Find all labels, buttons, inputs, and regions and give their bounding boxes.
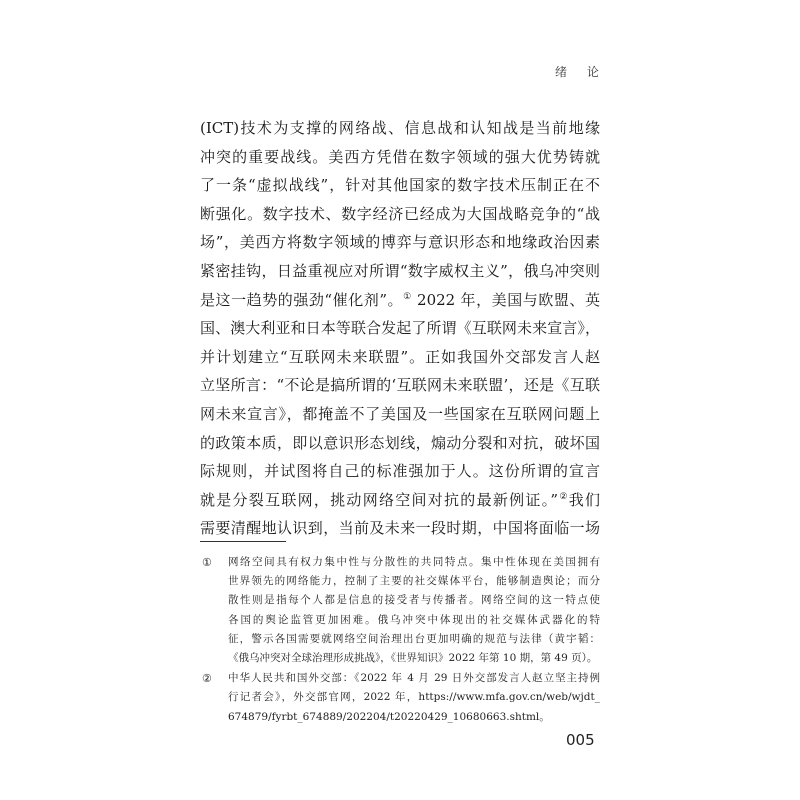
footnote-1	[200, 553, 600, 668]
footnote-line: 674879/fyrbt_674889/202204/t20220429_10680663.shtml。	[228, 710, 550, 723]
body-line-with-note	[200, 486, 600, 515]
footnote-ref-2[interactable]: ②	[558, 491, 569, 502]
footnote-line: 中华人民共和国外交部：《2022 年 4 月 29 日外交部发言人赵立坚主持例	[228, 672, 600, 685]
running-header: 绪 论	[555, 65, 607, 79]
body-line: (ICT)技术为支撑的网络战、信息战和认知战是当前地缘	[200, 119, 600, 137]
body-line: 断强化。数字技术、数字经济已经成为大国战略竞争的“战	[200, 204, 600, 223]
body-line-with-note	[200, 286, 600, 315]
body-line: 国、澳大利亚和日本等联合发起了所谓《互联网未来宣言》，	[200, 319, 600, 338]
body-line: 紧密挂钩，日益重视应对所谓“数字威权主义”，俄乌冲突则	[200, 261, 600, 280]
body-line: 需要清醒地认识到，当前及未来一段时期，中国将面临一场	[200, 519, 600, 538]
body-line: 了一条“虚拟战线”，针对其他国家的数字技术压制正在不	[200, 176, 600, 195]
body-line: 场”，美西方将数字领域的博弈与意识形态和地缘政治因素	[200, 233, 600, 252]
footnote-ref-1[interactable]: ①	[403, 291, 412, 302]
body-line-text: 是这一趋势的强劲“催化剂”。	[200, 290, 404, 309]
footnotes	[200, 553, 600, 728]
body-line: 并计划建立“互联网未来联盟”。正如我国外交部发言人赵	[200, 347, 600, 366]
footnote-line: 行记者会》，外交部官网，2022 年，https://www.mfa.gov.cn/web/wjdt_	[228, 691, 600, 704]
body-line: 立坚所言：“不论是搞所谓的‘互联网未来联盟’，还是《互联	[200, 376, 600, 395]
body-line: 际规则，并试图将自己的标准强加于人。这份所谓的宣言	[200, 462, 600, 481]
body-line: 冲突的重要战线。美西方凭借在数字领域的强大优势铸就	[200, 147, 600, 166]
body-line: 网未来宣言》，都掩盖不了美国及一些国家在互联网问题上	[200, 404, 600, 423]
footnote-2	[200, 669, 600, 727]
footnote-line: 各国的舆论监管更加困难。俄乌冲突中体现出的社交媒体武器化的特	[228, 613, 600, 626]
body-line: 的政策本质，即以意识形态划线，煽动分裂和对抗，破坏国	[200, 433, 600, 452]
page-number: 005	[566, 731, 595, 749]
footnote-line: 《俄乌冲突对全球治理形成挑战》，《世界知识》2022 年第 10 期，第 49 页）。	[228, 651, 598, 664]
footnote-line: 散性则是指每个人都是信息的接受者与传播者。网络空间的这一特点使	[228, 594, 600, 607]
footnote-line: 世界领先的网络能力，控制了主要的社交媒体平台，能够制造舆论；而分	[228, 575, 600, 588]
body-line-text: 2022 年，美国与欧盟、英	[411, 290, 600, 309]
footnote-line: 征，警示各国需要就网络空间治理出台更加明确的规范与法律（黄宇韬：	[228, 632, 600, 645]
footnote-marker: ②	[202, 672, 212, 686]
footnote-marker: ①	[202, 556, 212, 569]
footnote-line: 网络空间具有权力集中性与分散性的共同特点。集中性体现在美国拥有	[228, 556, 600, 568]
body-text	[200, 114, 600, 543]
body-line-text: 就是分裂互联网，挑动网络空间对抗的最新例证。”	[200, 490, 559, 509]
footnote-divider	[200, 541, 286, 542]
body-line-text: 我们	[568, 490, 600, 509]
